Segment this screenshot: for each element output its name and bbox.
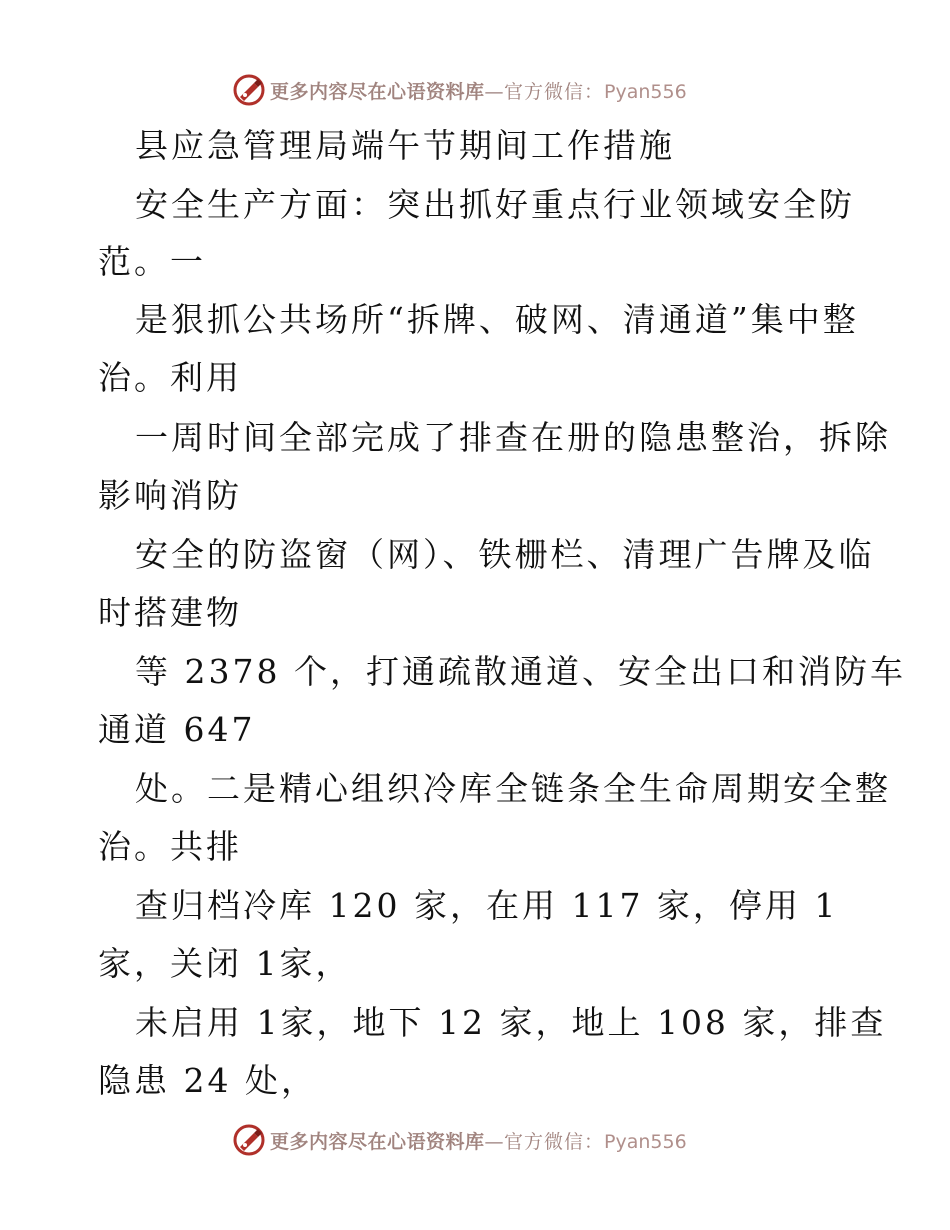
text-line: 等 2378 个，打通疏散通道、安全出口和消防车 xyxy=(135,652,906,691)
text-line: 安全生产方面：突出抓好重点行业领域安全防 xyxy=(135,185,855,224)
document-title: 县应急管理局端午节期间工作措施 xyxy=(135,126,675,165)
text-line: 安全的防盗窗（网）、铁栅栏、清理广告牌及临 xyxy=(135,535,875,574)
pen-logo-icon xyxy=(232,1123,266,1157)
text-line: 隐患 24 处， xyxy=(98,1061,317,1100)
header-banner-dash: — xyxy=(484,80,505,103)
text-line: 家，关闭 1家， xyxy=(98,944,352,983)
text-line: 一周时间全部完成了排查在册的隐患整治，拆除 xyxy=(135,418,891,457)
text-line: 是狠抓公共场所“拆牌、破网、清通道”集中整 xyxy=(135,300,859,339)
header-banner xyxy=(0,70,950,110)
header-banner-main: 更多内容尽在心语资料库 xyxy=(270,80,485,103)
text-line: 影响消防 xyxy=(98,476,242,515)
footer-banner xyxy=(0,1120,950,1160)
footer-banner-sub: 官方微信： xyxy=(504,1130,605,1153)
header-banner-id: Pyan556 xyxy=(604,80,687,103)
text-line: 通道 647 xyxy=(98,710,256,749)
footer-banner-dash: — xyxy=(484,1130,505,1153)
pen-logo-icon xyxy=(232,73,266,107)
text-line: 时搭建物 xyxy=(98,593,242,632)
footer-banner-main: 更多内容尽在心语资料库 xyxy=(270,1130,485,1153)
text-line: 范。一 xyxy=(98,242,206,281)
text-line: 未启用 1家，地下 12 家，地上 108 家，排查 xyxy=(135,1003,887,1042)
text-line: 查归档冷库 120 家，在用 117 家，停用 1 xyxy=(135,886,839,925)
header-banner-text xyxy=(270,77,687,104)
text-line: 治。共排 xyxy=(98,827,242,866)
footer-banner-id: Pyan556 xyxy=(604,1130,687,1153)
footer-banner-text xyxy=(270,1127,687,1154)
text-line: 治。利用 xyxy=(98,358,242,397)
text-line: 处。二是精心组织冷库全链条全生命周期安全整 xyxy=(135,769,891,808)
header-banner-sub: 官方微信： xyxy=(504,80,605,103)
